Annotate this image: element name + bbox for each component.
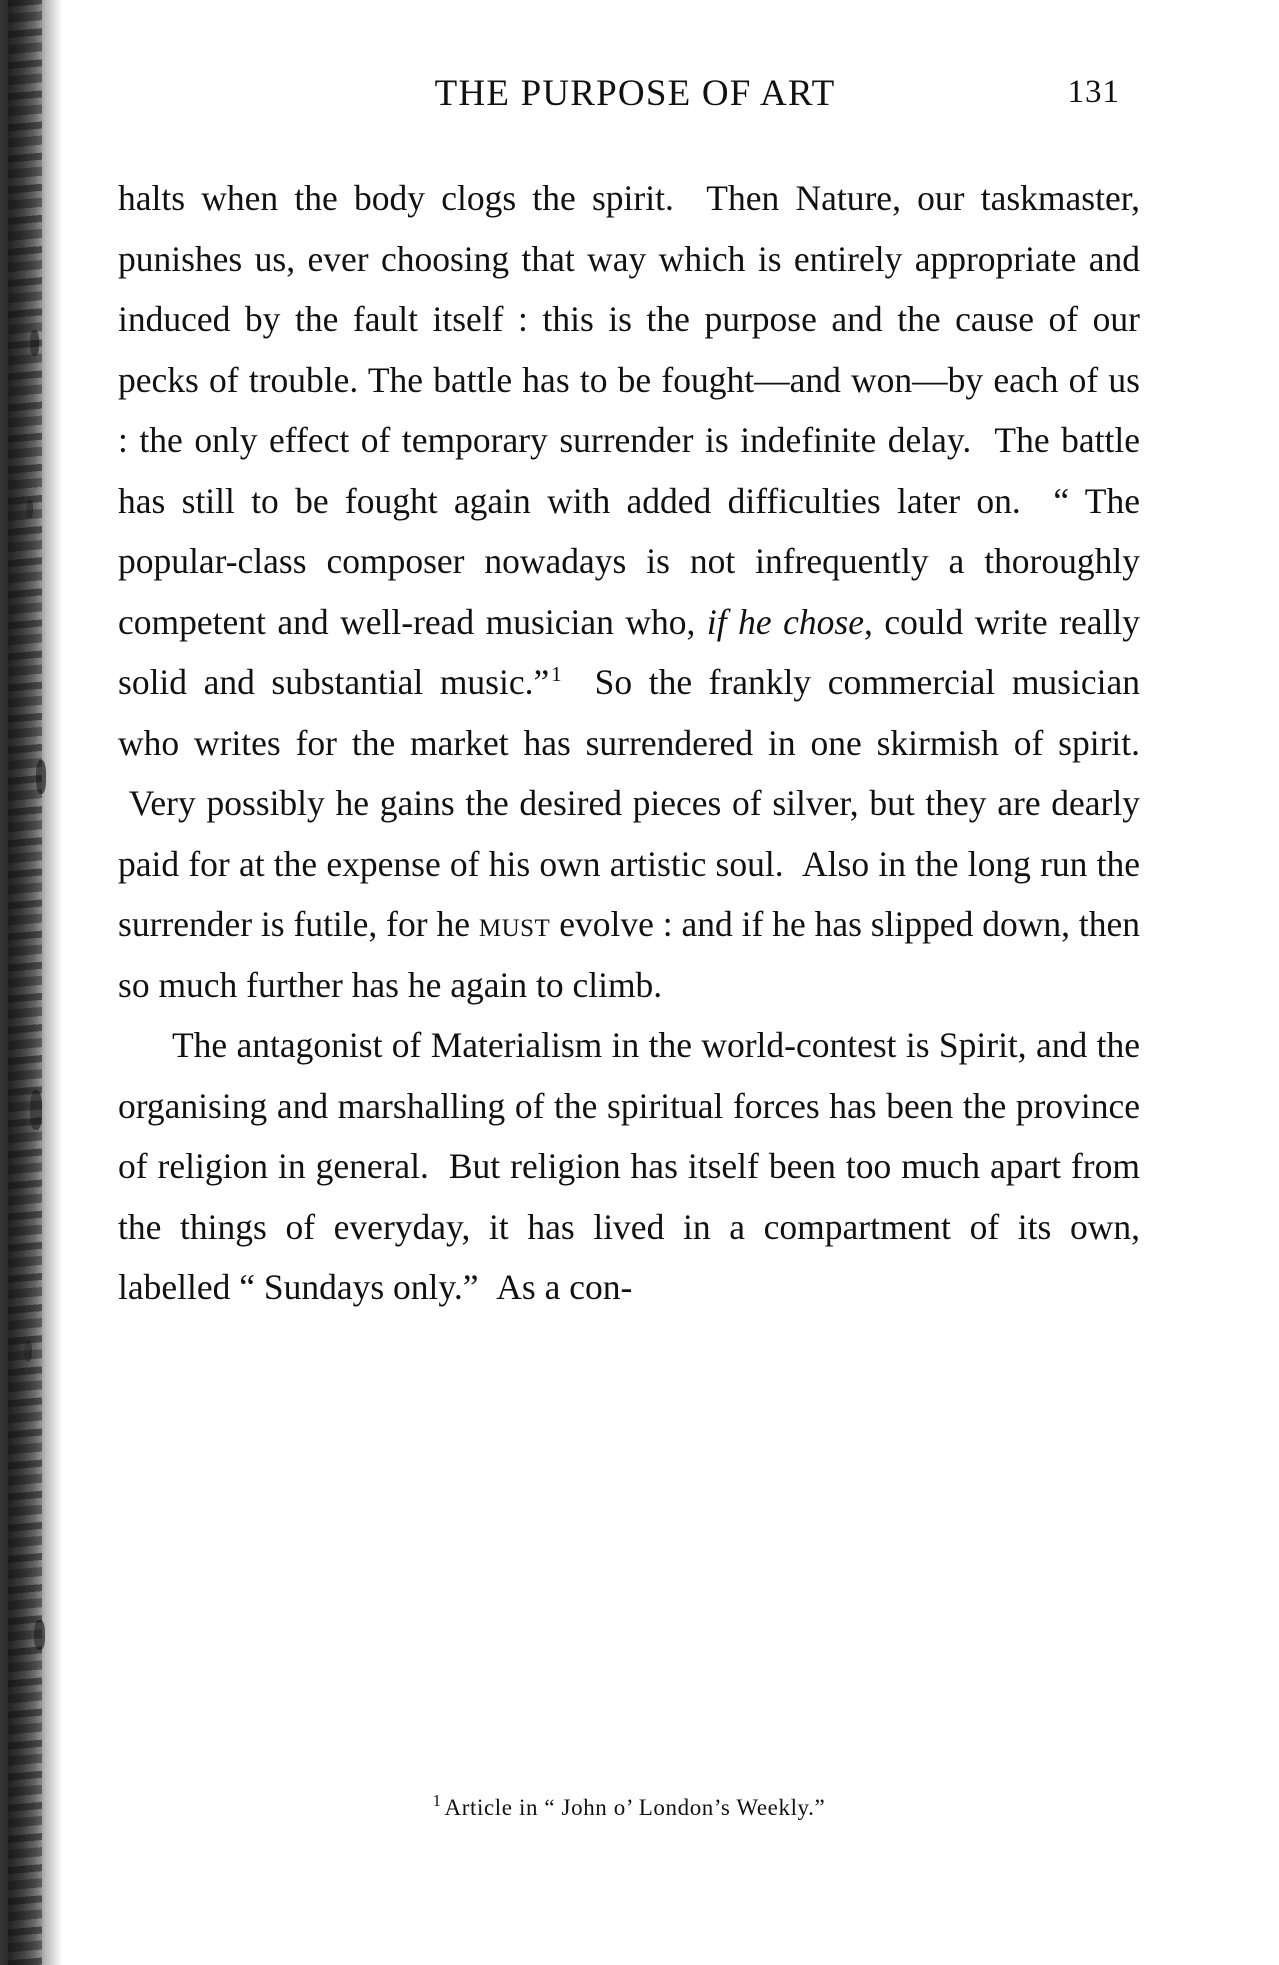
body-text bbox=[118, 168, 1140, 1318]
page-number: 131 bbox=[1067, 74, 1120, 110]
footnote-marker: 1 bbox=[432, 1791, 442, 1811]
footnote bbox=[118, 1791, 1140, 1821]
paragraph-2: The antagonist of Materialism in the world-contest is Spirit, and the organising and marshalling of the spiritual forces has been the province of religion in general. But religion has itself been too much apart from the things of everyday, it has lived in a compartment of its own, labelled “ Sundays only.” As a con- bbox=[118, 1025, 1140, 1307]
paragraph-1: halts when the body clogs the spirit. Then Nature, our taskmaster, punishes us, ever choosing that way which is entirely appropriate and induced by the fault itself : this is the purpose and the cause of our pecks of trouble. The battle has to be fought—and won—by each of us : the only effect of temporary surrender is indefinite delay. The battle has still to be fought again with added difficulties later on. “ The popular-class composer nowadays is not infrequently a thoroughly competent and well-read musician who, if he chose, could write really solid and substantial music.”$^1$ So the frankly commercial musician who writes for the market has surrendered in one skirmish of spirit. Very possibly he gains the desired pieces of silver, but they are dearly paid for at the expense of his own artistic soul. Also in the long run the surrender is futile, for he must evolve : and if he has slipped down, then so much further has he again to climb. bbox=[118, 178, 1141, 1005]
small-caps-must: must bbox=[478, 904, 551, 944]
footnote-text: Article in “ John o’ London’s Weekly.” bbox=[444, 1795, 826, 1820]
running-head-title: THE PURPOSE OF ART bbox=[434, 73, 836, 114]
footnote-reference: 1 bbox=[551, 664, 562, 687]
running-head bbox=[120, 72, 1150, 115]
